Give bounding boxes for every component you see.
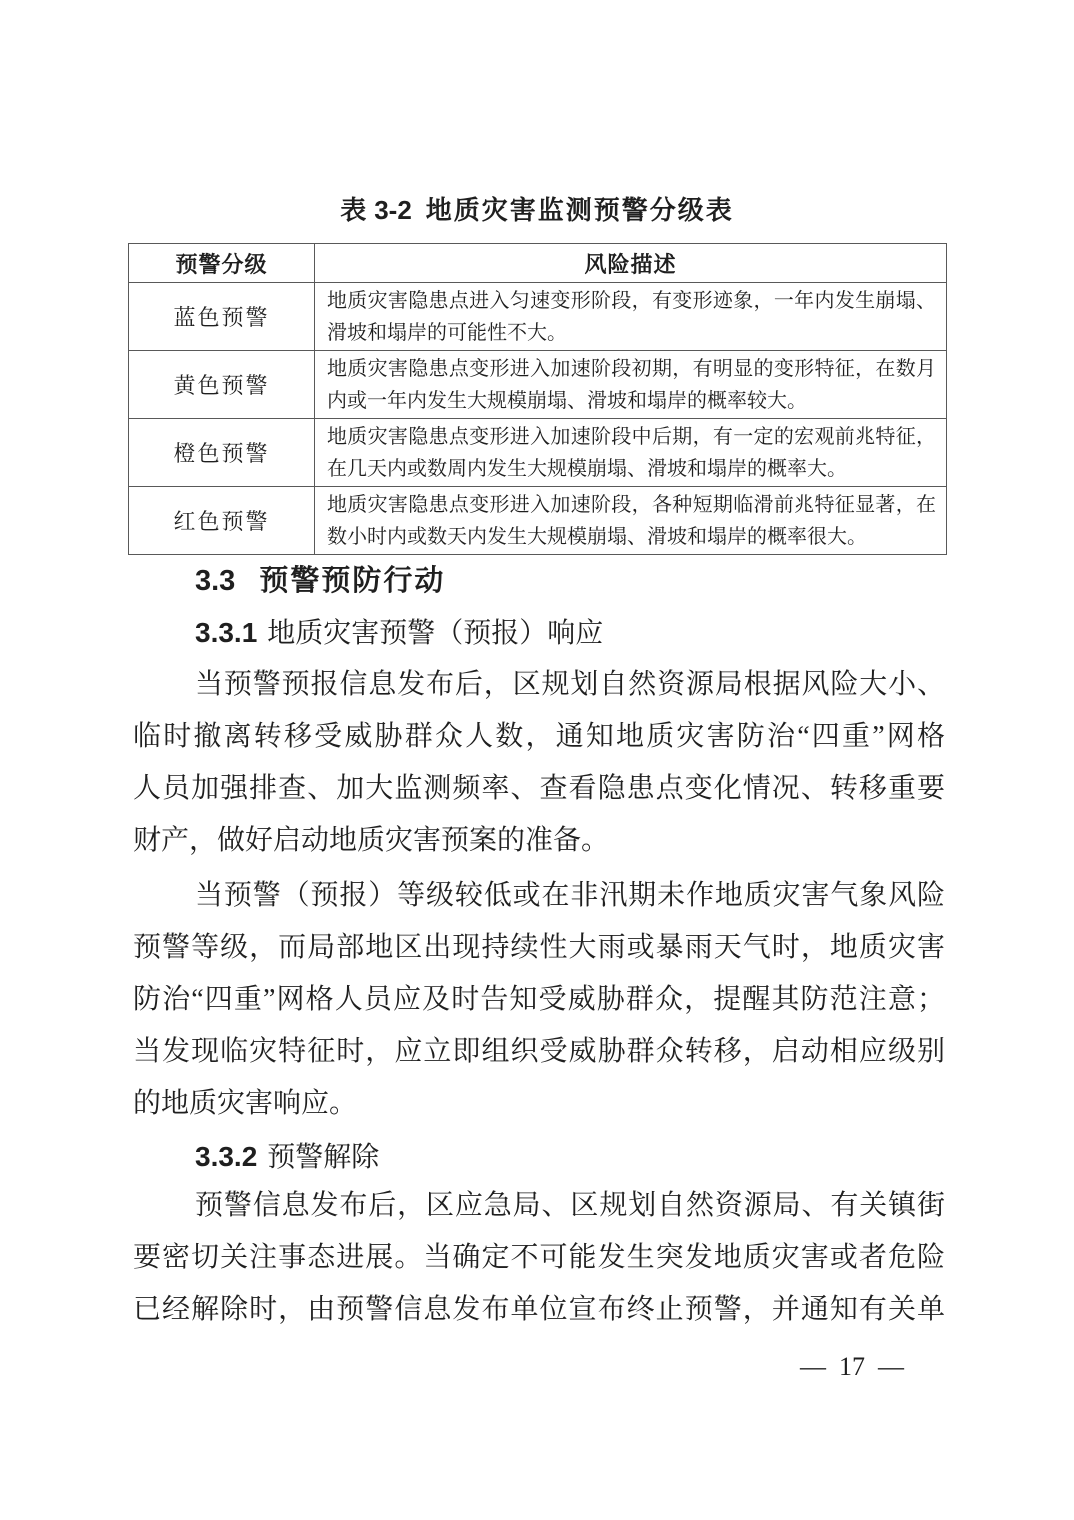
risk-description-cell: 地质灾害隐患点变形进入加速阶段初期，有明显的变形特征，在数月内或一年内发生大规模崩塌、滑坡和塌岸的概率较大。 bbox=[315, 351, 947, 419]
paragraph-line: 临时撤离转移受威胁群众人数，通知地质灾害防治“四重”网格 bbox=[133, 721, 945, 752]
section-number: 3.3.1 bbox=[195, 617, 258, 648]
paragraph-line: 预警信息发布后，区应急局、区规划自然资源局、有关镇街 bbox=[195, 1190, 945, 1221]
table-header-row bbox=[129, 244, 947, 283]
warning-classification-table bbox=[128, 243, 947, 555]
section-title: 预警预防行动 bbox=[259, 565, 446, 597]
paragraph-line: 财产，做好启动地质灾害预案的准备。 bbox=[133, 825, 610, 856]
risk-description-cell: 地质灾害隐患点变形进入加速阶段，各种短期临滑前兆特征显著，在数小时内或数天内发生大规模崩塌、滑坡和塌岸的概率很大。 bbox=[315, 487, 947, 555]
section-number: 3.3 bbox=[195, 565, 236, 597]
header-risk-description: 风险描述 bbox=[315, 244, 947, 283]
section-heading-3-3-2 bbox=[133, 1131, 945, 1183]
section-title: 预警解除 bbox=[267, 1142, 380, 1173]
paragraph-line: 预警等级，而局部地区出现持续性大雨或暴雨天气时，地质灾害 bbox=[133, 932, 945, 963]
warning-table-body bbox=[129, 283, 947, 555]
risk-description-cell: 地质灾害隐患点进入匀速变形阶段，有变形迹象，一年内发生崩塌、滑坡和塌岸的可能性不大。 bbox=[315, 283, 947, 351]
footer-right-dash: — bbox=[878, 1352, 904, 1381]
paragraph-line: 当预警（预报）等级较低或在非汛期未作地质灾害气象风险 bbox=[195, 880, 945, 911]
table-caption-text: 地质灾害监测预警分级表 bbox=[425, 196, 734, 225]
table-row bbox=[129, 351, 947, 419]
warning-level-cell: 黄色预警 bbox=[129, 351, 315, 419]
warning-level-cell: 红色预警 bbox=[129, 487, 315, 555]
section-title: 地质灾害预警（预报）响应 bbox=[267, 618, 604, 649]
section-heading-3-3 bbox=[133, 555, 945, 607]
paragraph-line: 当发现临灾特征时，应立即组织受威胁群众转移，启动相应级别 bbox=[133, 1036, 945, 1067]
paragraph-line: 防治“四重”网格人员应及时告知受威胁群众，提醒其防范注意； bbox=[133, 984, 945, 1015]
table-row bbox=[129, 283, 947, 351]
table-row bbox=[129, 487, 947, 555]
header-warning-level: 预警分级 bbox=[129, 244, 315, 283]
warning-level-cell: 橙色预警 bbox=[129, 419, 315, 487]
table-caption-number: 3-2 bbox=[374, 195, 412, 225]
section-number: 3.3.2 bbox=[195, 1141, 258, 1172]
paragraph-line: 人员加强排查、加大监测频率、查看隐患点变化情况、转移重要 bbox=[133, 773, 945, 804]
paragraph-warning-response-2 bbox=[133, 870, 945, 1130]
paragraph-line: 要密切关注事态进展。当确定不可能发生突发地质灾害或者危险 bbox=[133, 1242, 945, 1273]
table-caption-prefix: 表 bbox=[340, 196, 369, 225]
page-number: 17 bbox=[839, 1352, 865, 1381]
paragraph-line: 的地质灾害响应。 bbox=[133, 1088, 358, 1119]
table-caption bbox=[0, 192, 1074, 228]
risk-description-cell: 地质灾害隐患点变形进入加速阶段中后期，有一定的宏观前兆特征，在几天内或数周内发生大规模崩塌、滑坡和塌岸的概率大。 bbox=[315, 419, 947, 487]
table-row bbox=[129, 419, 947, 487]
page-number-footer bbox=[786, 1350, 918, 1384]
section-heading-3-3-1 bbox=[133, 607, 945, 659]
paragraph-warning-lift bbox=[133, 1180, 945, 1336]
footer-left-dash: — bbox=[800, 1352, 826, 1381]
paragraph-line: 当预警预报信息发布后，区规划自然资源局根据风险大小、 bbox=[195, 669, 945, 700]
paragraph-line: 已经解除时，由预警信息发布单位宣布终止预警，并通知有关单 bbox=[133, 1294, 945, 1325]
paragraph-warning-response-1 bbox=[133, 659, 945, 867]
warning-level-cell: 蓝色预警 bbox=[129, 283, 315, 351]
